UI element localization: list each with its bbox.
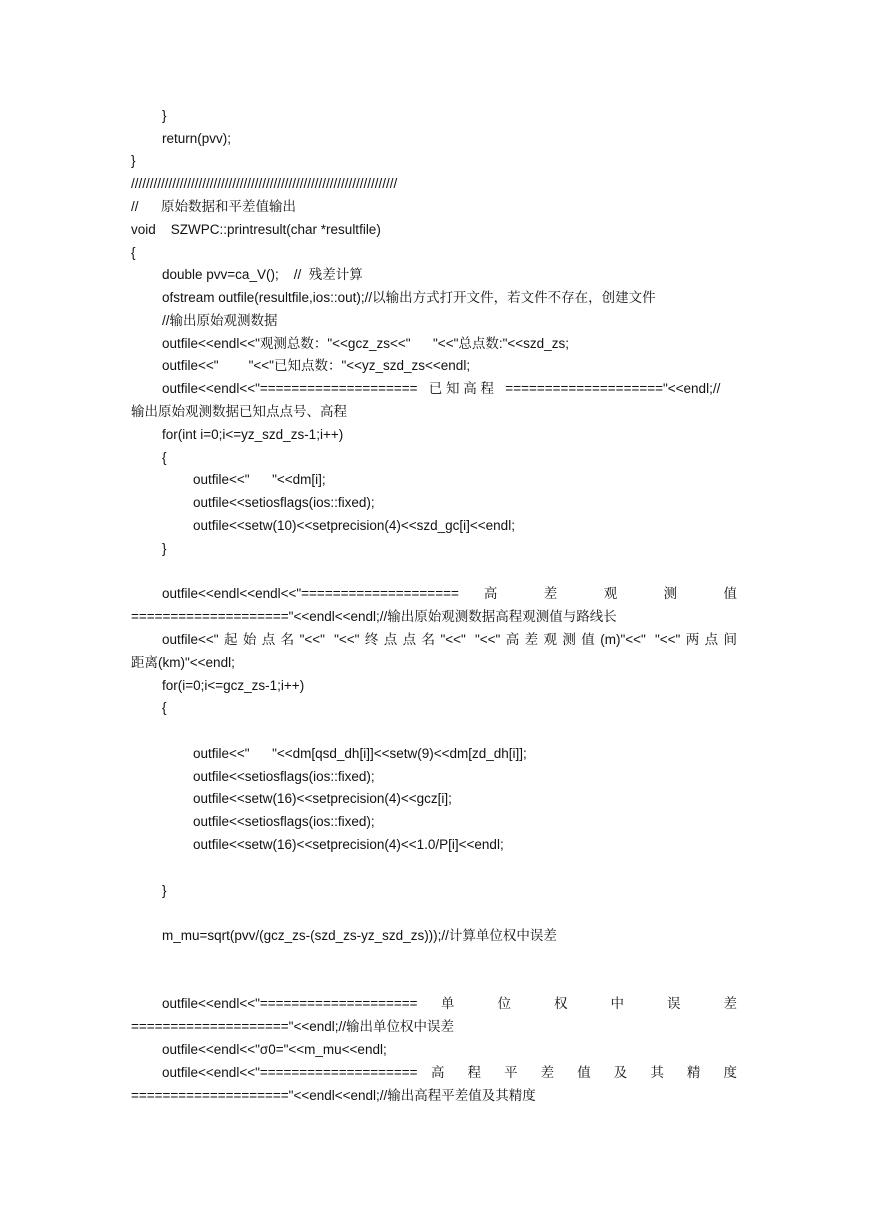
code-line: double pvv=ca_V(); // 残差计算 [162,267,363,282]
code-line: m_mu=sqrt(pvv/(gcz_zs-(szd_zs-yz_szd_zs)));//计算单位权中误差 [162,928,557,943]
code-line: for(i=0;i<=gcz_zs-1;i++) [162,678,305,693]
code-line: outfile<<" "<<dm[qsd_dh[i]]<<setw(9)<<dm[zd_dh[i]]; [193,746,527,761]
code-line: outfile<<endl<<"σ0="<<m_mu<<endl; [162,1042,387,1057]
comment-line: //输出原始观测数据 [162,313,278,328]
code-line-wrap: ===================="<<endl<<endl;//输出原始观测数据高程观测值与路线长 [131,609,617,624]
code-line: outfile<<setw(16)<<setprecision(4)<<gcz[i]; [193,791,452,806]
code-line-wrap: 输出原始观测数据已知点点号、高程 [131,404,347,419]
code-line: outfile<<setw(10)<<setprecision(4)<<szd_gc[i]<<endl; [193,518,515,533]
code-line: outfile<<setiosflags(ios::fixed); [193,495,375,510]
code-line-wrap: ===================="<<endl<<endl;//输出高程平差值及其精度 [131,1088,536,1103]
code-line: outfile<<endl<<"==================== 已 知 高 程 ===================="<<endl;// [162,381,721,396]
code-line: ofstream outfile(resultfile,ios::out);//以输出方式打开文件，若文件不存在，创建文件 [162,290,656,305]
code-line: outfile<<" "<<"已知点数："<<yz_szd_zs<<endl; [162,358,471,373]
function-signature-line: void SZWPC::printresult(char *resultfile) [131,222,381,237]
code-line: outfile<<endl<<"观测总数："<<gcz_zs<<" "<<"总点数:"<<szd_zs; [162,336,569,351]
comment-line: // 原始数据和平差值输出 [131,199,297,214]
code-line: { [162,700,167,715]
code-line: outfile<<endl<<endl<<"==================== 高 差 观 测 值 [162,586,737,601]
code-line-wrap: 距离(km)"<<endl; [131,655,235,670]
code-line-wrap: ===================="<<endl;//输出单位权中误差 [131,1019,455,1034]
code-line: outfile<<endl<<"==================== 单 位 权 中 误 差 [162,996,737,1011]
code-line: } [131,153,136,168]
code-line: outfile<<"起始点名"<<" "<<"终点点名"<<" "<<"高差观测值(m)"<<" "<<"两点间 [162,632,737,647]
code-line: outfile<<" "<<dm[i]; [193,472,326,487]
code-line: for(int i=0;i<=yz_szd_zs-1;i++) [162,427,344,442]
code-line: outfile<<setw(16)<<setprecision(4)<<1.0/P[i]<<endl; [193,837,504,852]
code-line: outfile<<setiosflags(ios::fixed); [193,769,375,784]
code-line: return(pvv); [162,131,232,146]
separator-comment-line: /////////////////////////////////////////////////////////////////////// [131,176,398,191]
code-line: outfile<<setiosflags(ios::fixed); [193,814,375,829]
code-line: { [131,245,136,260]
code-line: } [162,883,167,898]
code-line: } [162,541,167,556]
code-line: outfile<<endl<<"==================== 高 程 平 差 值 及 其 精 度 [162,1065,737,1080]
code-line: } [162,108,167,123]
code-line: { [162,450,167,465]
